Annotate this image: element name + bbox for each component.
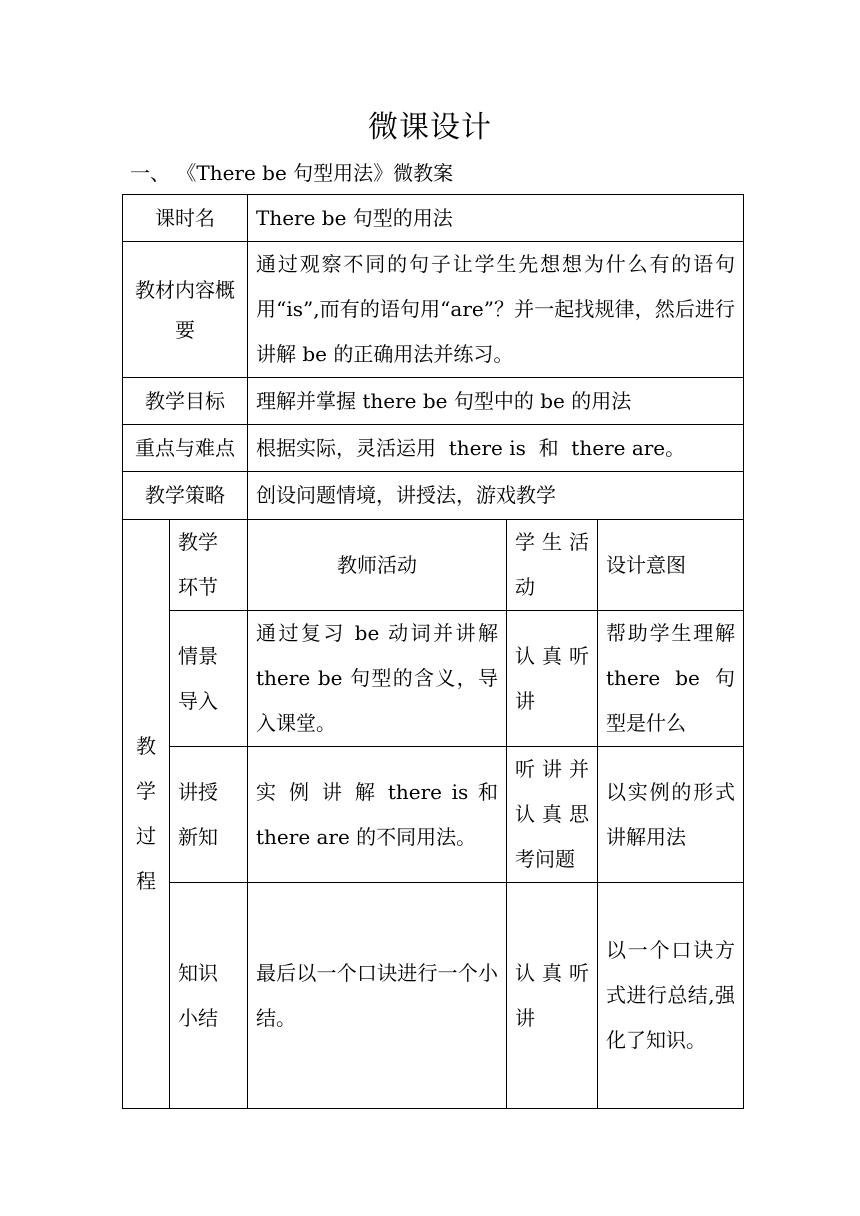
table-row (123, 195, 744, 242)
lesson-name-label: 课时名 (123, 195, 248, 242)
table-row (123, 472, 744, 520)
content-summary-label: 教材内容概要 (123, 242, 248, 378)
teaching-strategy-label: 教学策略 (123, 472, 248, 520)
lesson-plan-table (122, 194, 744, 1109)
teaching-goal-value: 理解并掌握 there be 句型中的 be 的用法 (248, 378, 744, 425)
section-heading: 一、 《There be 句型用法》微教案 (130, 161, 454, 185)
table-row (123, 425, 744, 472)
teacher-activity-cell: 通过复习 be 动词并讲解 there be 句型的含义，导入课堂。 (248, 611, 507, 747)
design-intent-header: 设计意图 (598, 520, 744, 611)
table-row (123, 611, 744, 747)
lesson-name-value: There be 句型的用法 (248, 195, 744, 242)
design-intent-cell: 以实例的形式讲解用法 (598, 747, 744, 883)
stage-cell: 情景 导入 (170, 611, 248, 747)
student-activity-header: 学 生 活 动 (507, 520, 598, 611)
teaching-strategy-value: 创设问题情境，讲授法，游戏教学 (248, 472, 744, 520)
table-row (123, 378, 744, 425)
stage-cell: 讲授 新知 (170, 747, 248, 883)
student-activity-cell: 认 真 听 讲 (507, 611, 598, 747)
design-intent-cell: 帮助学生理解 there be 句型是什么 (598, 611, 744, 747)
content-summary-value: 通过观察不同的句子让学生先想想为什么有的语句用“is”,而有的语句用“are”？并一起找规律，然后进行讲解 be 的正确用法并练习。 (248, 242, 744, 378)
process-header-row (123, 520, 744, 611)
design-intent-cell: 以一个口诀方式进行总结,强化了知识。 (598, 883, 744, 1109)
student-activity-cell: 认 真 听 讲 (507, 883, 598, 1109)
table-row (123, 242, 744, 378)
teacher-activity-cell: 实 例 讲 解 there is 和 there are 的不同用法。 (248, 747, 507, 883)
teacher-activity-header: 教师活动 (248, 520, 507, 611)
stage-cell: 知识 小结 (170, 883, 248, 1109)
table-row (123, 747, 744, 883)
key-points-value: 根据实际，灵活运用 there is 和 there are。 (248, 425, 744, 472)
stage-header: 教学 环节 (170, 520, 248, 611)
teaching-goal-label: 教学目标 (123, 378, 248, 425)
process-label: 教 学 过 程 (123, 520, 170, 1109)
student-activity-cell: 听讲并认 真 思考问题 (507, 747, 598, 883)
key-points-label: 重点与难点 (123, 425, 248, 472)
table-row (123, 883, 744, 1109)
page-title: 微课设计 (368, 110, 492, 145)
teacher-activity-cell: 最后以一个口诀进行一个小结。 (248, 883, 507, 1109)
